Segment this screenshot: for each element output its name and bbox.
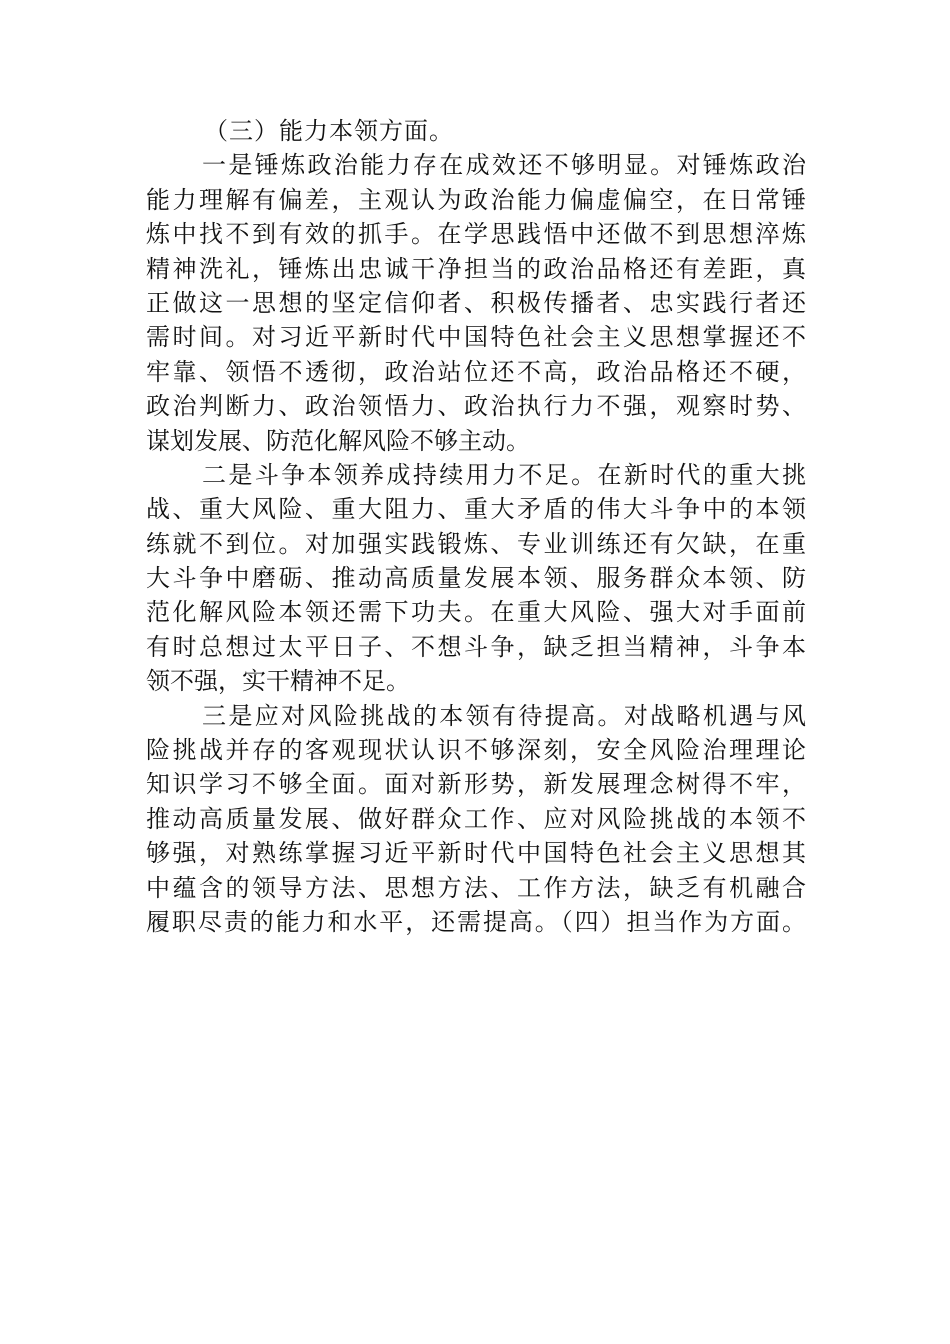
paragraph-line: 有时总想过太平日子、不想斗争，缺乏担当精神，斗争本: [146, 632, 806, 661]
paragraph-3: [146, 699, 806, 940]
paragraph-line: 二是斗争本领养成持续用力不足。在新时代的重大挑: [202, 460, 806, 489]
paragraph-line: 知识学习不够全面。面对新形势，新发展理念树得不牢，: [146, 770, 806, 799]
paragraph-line: 练就不到位。对加强实践锻炼、专业训练还有欠缺，在重: [146, 529, 806, 558]
paragraph-line: 需时间。对习近平新时代中国特色社会主义思想掌握还不: [146, 323, 806, 352]
paragraph-line: 范化解风险本领还需下功夫。在重大风险、强大对手面前: [146, 598, 806, 627]
paragraph-line: 能力理解有偏差，主观认为政治能力偏虚偏空，在日常锤: [146, 185, 806, 214]
paragraph-line: 险挑战并存的客观现状认识不够深刻，安全风险治理理论: [146, 736, 806, 765]
paragraph-line: 领不强，实干精神不足。: [146, 667, 410, 696]
paragraph-line: 正做这一思想的坚定信仰者、积极传播者、忠实践行者还: [146, 288, 806, 317]
paragraph-2: [146, 458, 806, 699]
paragraph-line: 政治判断力、政治领悟力、政治执行力不强，观察时势、: [146, 392, 806, 421]
paragraph-line: 推动高质量发展、做好群众工作、应对风险挑战的本领不: [146, 804, 806, 833]
paragraph-line: 牢靠、领悟不透彻，政治站位还不高，政治品格还不硬，: [146, 357, 806, 386]
paragraph-line: 三是应对风险挑战的本领有待提高。对战略机遇与风: [202, 701, 806, 730]
paragraph-line: 大斗争中磨砺、推动高质量发展本领、服务群众本领、防: [146, 564, 806, 593]
paragraph-1: [146, 148, 806, 458]
paragraph-line: 履职尽责的能力和水平，还需提高。（四）担当作为方面。: [146, 907, 806, 936]
section-heading: （三）能力本领方面。: [204, 117, 454, 145]
document-body: [146, 114, 806, 939]
paragraph-line: 谋划发展、防范化解风险不够主动。: [146, 426, 530, 455]
paragraph-line: 够强，对熟练掌握习近平新时代中国特色社会主义思想其: [146, 839, 806, 868]
paragraph-line: 中蕴含的领导方法、思想方法、工作方法，缺乏有机融合: [146, 873, 806, 902]
paragraph-line: 精神洗礼，锤炼出忠诚干净担当的政治品格还有差距，真: [146, 254, 806, 283]
paragraph-line: 战、重大风险、重大阻力、重大矛盾的伟大斗争中的本领: [146, 495, 806, 524]
paragraph-line: 炼中找不到有效的抓手。在学思践悟中还做不到思想淬炼: [146, 220, 806, 249]
paragraph-line: 一是锤炼政治能力存在成效还不够明显。对锤炼政治: [202, 151, 806, 180]
